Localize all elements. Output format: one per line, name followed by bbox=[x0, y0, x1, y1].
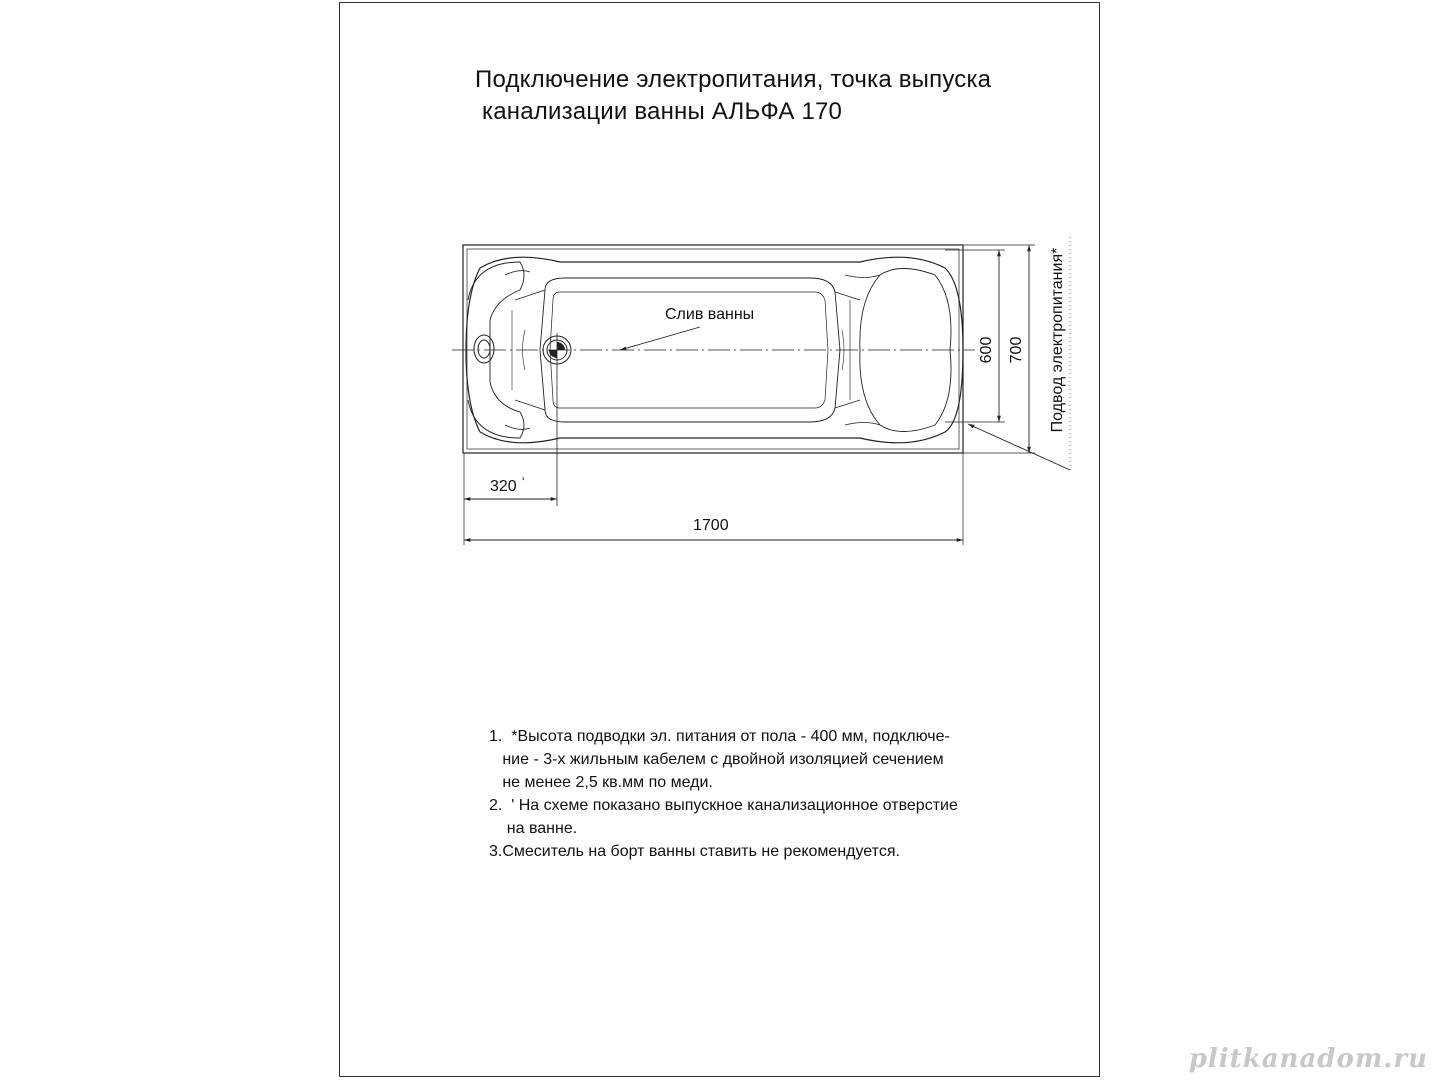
drain-leader bbox=[620, 327, 700, 350]
note-line: на ванне. bbox=[489, 820, 578, 837]
title-line-1: Подключение электропитания, точка выпуска bbox=[475, 66, 992, 93]
note-line: 1. *Высота подводки эл. питания от пола - 400 мм, подключе- bbox=[489, 728, 950, 745]
note-line: ние - 3-х жильным кабелем с двойной изоляцией сечением bbox=[489, 751, 944, 768]
notes-block bbox=[489, 725, 958, 863]
bathtub-inner-rim bbox=[467, 249, 959, 449]
drain-label: Слив ванны bbox=[665, 306, 755, 323]
note-line: 3.Смеситель на борт ванны ставить не рекомендуется. bbox=[489, 843, 900, 860]
watermark: plitkanadom.ru bbox=[1188, 1044, 1428, 1074]
overflow-outlet bbox=[474, 335, 494, 363]
note-line: 2. ' На схеме показано выпускное канализационное отверстие bbox=[489, 797, 958, 814]
title-line-2: канализации ванны АЛЬФА 170 bbox=[482, 98, 843, 125]
dim-1700-label: 1700 bbox=[693, 517, 729, 534]
dim-600-label: 600 bbox=[978, 336, 995, 364]
dim-320-label: 320 bbox=[490, 478, 517, 495]
dim-320-mark: ' bbox=[522, 475, 525, 489]
note-line: не менее 2,5 кв.мм по меди. bbox=[489, 774, 713, 791]
dim-700-label: 700 bbox=[1008, 336, 1025, 364]
power-supply-label: Подвод электропитания* bbox=[1049, 247, 1066, 433]
